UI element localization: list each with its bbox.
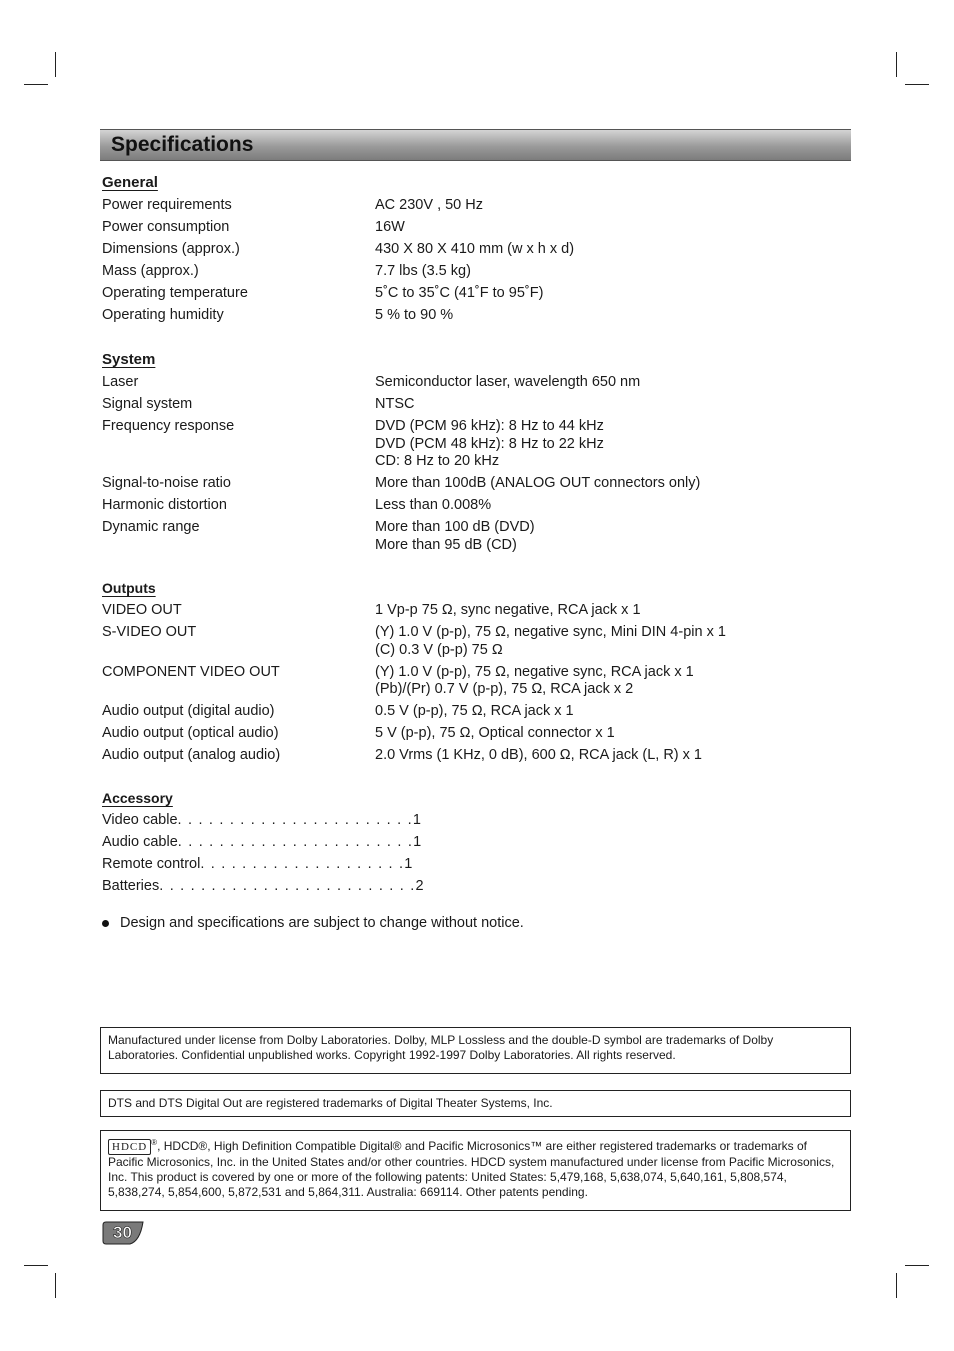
spec-row bbox=[102, 263, 822, 281]
spec-label: Power requirements bbox=[102, 197, 232, 213]
spec-label: S-VIDEO OUT bbox=[102, 624, 197, 640]
spec-value bbox=[375, 703, 822, 721]
accessory-qty: 1 bbox=[413, 834, 422, 850]
accessory-list bbox=[102, 812, 822, 896]
notice-text: Design and specifications are subject to change without notice. bbox=[120, 915, 524, 931]
spec-value-line: NTSC bbox=[375, 396, 415, 412]
system-section bbox=[102, 350, 822, 559]
spec-label: Harmonic distortion bbox=[102, 497, 227, 513]
accessory-dots: . . . . . . . . . . . . . . . . . . . . . . . . . bbox=[159, 878, 416, 894]
general-rows bbox=[102, 197, 822, 325]
spec-row bbox=[102, 624, 822, 659]
system-rows bbox=[102, 374, 822, 554]
crop-mark bbox=[24, 1265, 48, 1266]
spec-label: Frequency response bbox=[102, 418, 235, 434]
outputs-heading: Outputs bbox=[102, 580, 156, 596]
spec-row bbox=[102, 703, 822, 721]
outputs-rows bbox=[102, 602, 822, 765]
spec-label: Signal-to-noise ratio bbox=[102, 475, 231, 491]
spec-label: Dynamic range bbox=[102, 519, 200, 535]
accessory-qty: 1 bbox=[404, 856, 413, 872]
spec-row bbox=[102, 396, 822, 414]
accessory-dots: . . . . . . . . . . . . . . . . . . . . . . . bbox=[177, 834, 414, 850]
dts-text: DTS and DTS Digital Out are registered trademarks of Digital Theater Systems, Inc. bbox=[108, 1096, 553, 1110]
spec-label: Power consumption bbox=[102, 219, 230, 235]
spec-value-line: AC 230V , 50 Hz bbox=[375, 197, 483, 213]
spec-value bbox=[375, 418, 822, 471]
spec-label: Operating humidity bbox=[102, 307, 224, 323]
spec-value-line: DVD (PCM 96 kHz): 8 Hz to 44 kHz bbox=[375, 418, 604, 434]
spec-value bbox=[375, 285, 822, 303]
spec-value-line: 1 Vp-p 75 Ω, sync negative, RCA jack x 1 bbox=[375, 602, 641, 618]
spec-value bbox=[375, 747, 822, 765]
spec-value bbox=[375, 396, 822, 414]
dolby-notice-box bbox=[100, 1027, 851, 1074]
spec-value-line: 430 X 80 X 410 mm (w x h x d) bbox=[375, 241, 575, 257]
spec-value bbox=[375, 475, 822, 493]
spec-value-line: More than 95 dB (CD) bbox=[375, 536, 517, 553]
page-number: 30 bbox=[113, 1223, 132, 1242]
spec-value bbox=[375, 307, 822, 325]
dts-notice-box bbox=[100, 1090, 851, 1117]
accessory-dots: . . . . . . . . . . . . . . . . . . . . . . . bbox=[177, 812, 413, 828]
spec-value bbox=[375, 664, 822, 699]
accessory-item bbox=[102, 856, 822, 874]
outputs-section bbox=[102, 578, 822, 769]
spec-value-line: (Y) 1.0 V (p-p), 75 Ω, negative sync, RCA jack x 1 bbox=[375, 663, 694, 680]
accessory-name: Video cable bbox=[102, 812, 178, 828]
spec-label: Signal system bbox=[102, 396, 193, 412]
accessory-section bbox=[102, 788, 822, 900]
crop-mark bbox=[905, 1265, 929, 1266]
accessory-name: Batteries bbox=[102, 878, 160, 894]
spec-value-line: Less than 0.008% bbox=[375, 497, 492, 513]
spec-value bbox=[375, 497, 822, 515]
accessory-item bbox=[102, 812, 822, 830]
spec-value-line: 16W bbox=[375, 219, 405, 235]
spec-value bbox=[375, 374, 822, 392]
spec-row bbox=[102, 418, 822, 471]
page-number-badge bbox=[102, 1221, 144, 1245]
accessory-name: Remote control bbox=[102, 856, 201, 872]
accessory-qty: 1 bbox=[412, 812, 421, 828]
bullet-icon bbox=[102, 920, 109, 927]
spec-value-line: (Pb)/(Pr) 0.7 V (p-p), 75 Ω, RCA jack x 2 bbox=[375, 681, 634, 697]
crop-mark bbox=[55, 1273, 56, 1298]
spec-value-line: (C) 0.3 V (p-p) 75 Ω bbox=[375, 641, 503, 658]
page-title: Specifications bbox=[111, 133, 254, 156]
spec-value-line: 7.7 lbs (3.5 kg) bbox=[375, 263, 471, 279]
spec-label: Audio output (digital audio) bbox=[102, 703, 275, 719]
spec-value-line: 5 % to 90 % bbox=[375, 307, 454, 323]
title-bar bbox=[100, 129, 851, 161]
spec-label: VIDEO OUT bbox=[102, 602, 182, 618]
spec-value bbox=[375, 725, 822, 743]
hdcd-logo: HDCD bbox=[108, 1139, 151, 1155]
spec-label: Dimensions (approx.) bbox=[102, 241, 240, 257]
crop-mark bbox=[905, 84, 929, 85]
accessory-heading: Accessory bbox=[102, 790, 173, 806]
spec-value-line: More than 100dB (ANALOG OUT connectors only) bbox=[375, 475, 701, 491]
spec-value-line: 0.5 V (p-p), 75 Ω, RCA jack x 1 bbox=[375, 703, 574, 719]
spec-row bbox=[102, 475, 822, 493]
hdcd-notice-box: HDCD ®, HDCD®, High Definition Compatible Digital® and Pacific Microsonics™ are either registered trademarks or trademarks of Pacific Microsonics, Inc. in the United States and/or other countries. HDCD system manufactured under license from Pacific Microsonics, Inc. This product is covered by one or more of the following patents: United States: 5,479,168, 5,638,074, 5,640,161, 5,808,574, 5,838,274, 5,854,600, 5,872,531 and 5,864,311. Australia: 669114. Other patents pending. bbox=[100, 1130, 851, 1211]
accessory-item bbox=[102, 878, 822, 896]
spec-label: Mass (approx.) bbox=[102, 263, 199, 279]
spec-row bbox=[102, 725, 822, 743]
spec-value bbox=[375, 219, 822, 237]
system-heading: System bbox=[102, 351, 156, 368]
spec-value-line: 2.0 Vrms (1 KHz, 0 dB), 600 Ω, RCA jack (L, R) x 1 bbox=[375, 747, 702, 763]
spec-value bbox=[375, 263, 822, 281]
accessory-item bbox=[102, 834, 822, 852]
spec-label: Operating temperature bbox=[102, 285, 248, 301]
spec-value bbox=[375, 241, 822, 259]
spec-value bbox=[375, 602, 822, 620]
spec-label: Audio output (optical audio) bbox=[102, 725, 279, 741]
spec-row bbox=[102, 497, 822, 515]
hdcd-text: , HDCD®, High Definition Compatible Digital® and Pacific Microsonics™ are either registered trademarks or trademarks of Pacific Microsonics, Inc. in the United States and/or other countries. HDCD system manufactured under license from Pacific Microsonics, Inc. This product is covered by one or more of the following patents: United States: 5,479,168, 5,638,074, 5,640,161, 5,808,574, 5,838,274, 5,854,600, 5,872,531 and 5,864,311. Australia: 669114. Other patents pending. bbox=[108, 1139, 835, 1199]
crop-mark bbox=[896, 1273, 897, 1298]
crop-mark bbox=[55, 52, 56, 77]
spec-label: Laser bbox=[102, 374, 139, 390]
accessory-qty: 2 bbox=[415, 878, 424, 894]
spec-row bbox=[102, 519, 822, 554]
spec-row bbox=[102, 241, 822, 259]
accessory-name: Audio cable bbox=[102, 834, 178, 850]
spec-value-line: 5 V (p-p), 75 Ω, Optical connector x 1 bbox=[375, 725, 615, 741]
spec-value bbox=[375, 519, 822, 554]
spec-value-line: More than 100 dB (DVD) bbox=[375, 519, 535, 535]
spec-row bbox=[102, 197, 822, 215]
spec-label: COMPONENT VIDEO OUT bbox=[102, 663, 280, 680]
spec-value bbox=[375, 197, 822, 215]
crop-mark bbox=[896, 52, 897, 77]
accessory-dots: . . . . . . . . . . . . . . . . . . . . bbox=[200, 856, 405, 872]
spec-value-line: Semiconductor laser, wavelength 650 nm bbox=[375, 374, 641, 390]
dolby-text: Manufactured under license from Dolby Laboratories. Dolby, MLP Lossless and the double-D symbol are trademarks of Dolby Laboratories. Confidential unpublished works. Copyright 1992-1997 Dolby Laboratories. All rights reserved. bbox=[108, 1033, 774, 1062]
spec-row bbox=[102, 285, 822, 303]
spec-row bbox=[102, 374, 822, 392]
spec-value-line: 5˚C to 35˚C (41˚F to 95˚F) bbox=[375, 285, 544, 301]
spec-value bbox=[375, 624, 822, 659]
spec-row bbox=[102, 307, 822, 325]
spec-label: Audio output (analog audio) bbox=[102, 747, 281, 763]
spec-row bbox=[102, 747, 822, 765]
spec-row bbox=[102, 664, 822, 699]
crop-mark bbox=[24, 84, 48, 85]
general-section bbox=[102, 173, 822, 329]
spec-value-line: (Y) 1.0 V (p-p), 75 Ω, negative sync, Mini DIN 4-pin x 1 bbox=[375, 624, 726, 640]
spec-row bbox=[102, 219, 822, 237]
spec-value-line: DVD (PCM 48 kHz): 8 Hz to 22 kHz bbox=[375, 435, 604, 452]
spec-row bbox=[102, 602, 822, 620]
general-heading: General bbox=[102, 174, 158, 191]
notice bbox=[102, 914, 524, 932]
spec-value-line: CD: 8 Hz to 20 kHz bbox=[375, 453, 500, 469]
